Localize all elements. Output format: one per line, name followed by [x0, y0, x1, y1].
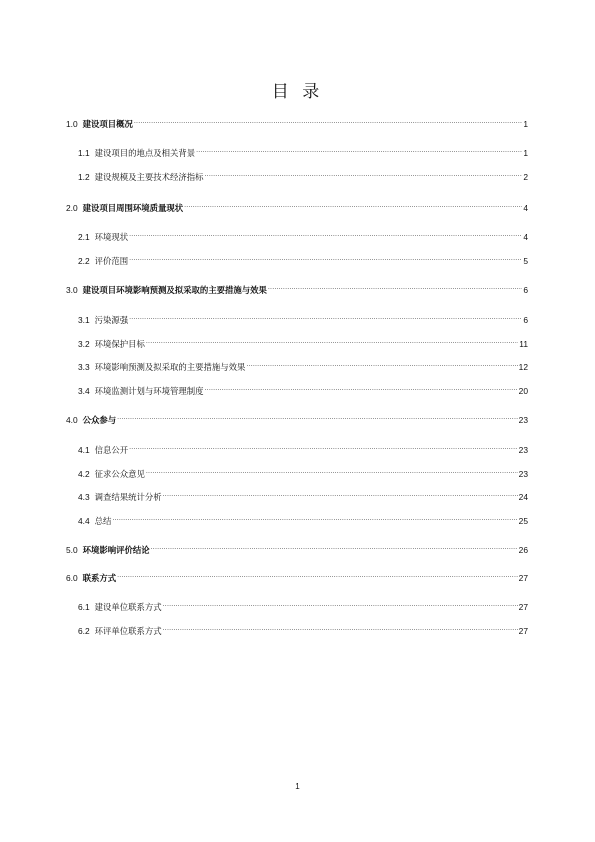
toc-entry[interactable]	[78, 596, 528, 610]
toc-dot-leader	[129, 309, 522, 323]
toc-entry-title: 公众参与	[82, 415, 117, 425]
toc-entry-page: 24	[518, 492, 528, 502]
toc-entry-title: 信息公开	[94, 445, 129, 455]
toc-entry-page: 20	[518, 386, 528, 396]
toc-entry-number: 5.0	[66, 545, 78, 555]
toc-dot-leader	[117, 409, 518, 423]
toc-dot-leader	[146, 333, 518, 347]
toc-entry-title: 征求公众意见	[94, 469, 145, 479]
toc-entry[interactable]	[66, 113, 528, 127]
toc-dot-leader	[196, 142, 522, 156]
toc-entry-title: 污染源强	[94, 315, 129, 325]
toc-entry[interactable]	[66, 409, 528, 423]
toc-dot-leader	[246, 356, 517, 370]
toc-entry-number: 2.2	[78, 256, 90, 266]
toc-entry-page: 27	[518, 626, 528, 636]
toc-dot-leader	[184, 197, 522, 211]
toc-entry-title: 环评单位联系方式	[94, 626, 162, 636]
page-number: 1	[295, 782, 300, 791]
toc-entry-title: 总结	[94, 516, 112, 526]
toc-dot-leader	[129, 226, 522, 240]
toc-dot-leader	[163, 486, 518, 500]
toc-entry-page: 1	[523, 119, 528, 129]
toc-entry-page: 23	[518, 445, 528, 455]
toc-entry-number: 2.0	[66, 203, 78, 213]
toc-entry[interactable]	[78, 250, 528, 264]
toc-dot-leader	[129, 439, 518, 453]
toc-entry[interactable]	[78, 166, 528, 180]
toc-entry[interactable]	[78, 463, 528, 477]
toc-entry[interactable]	[78, 380, 528, 394]
toc-entry-page: 6	[523, 285, 528, 295]
toc-entry-title: 环境影响预测及拟采取的主要措施与效果	[94, 362, 246, 372]
toc-entry-title: 环境现状	[94, 232, 129, 242]
toc-entry-page: 4	[523, 203, 528, 213]
toc-entry-number: 3.0	[66, 285, 78, 295]
toc-entry-title: 评价范围	[94, 256, 129, 266]
toc-entry-number: 1.2	[78, 172, 90, 182]
toc-dot-leader	[134, 113, 522, 127]
toc-entry-page: 5	[523, 256, 528, 266]
toc-entry-number: 1.1	[78, 148, 90, 158]
toc-entry-page: 27	[518, 602, 528, 612]
toc-entry-title: 调查结果统计分析	[94, 492, 162, 502]
toc-entry-page: 27	[518, 573, 528, 583]
toc-dot-leader	[112, 510, 517, 524]
toc-entry-page: 2	[523, 172, 528, 182]
toc-entry-page: 23	[518, 415, 528, 425]
toc-entry-page: 23	[518, 469, 528, 479]
toc-entry-number: 6.0	[66, 573, 78, 583]
toc-entry-title: 建设项目周围环境质量现状	[82, 203, 184, 213]
toc-entry-page: 6	[523, 315, 528, 325]
toc-entry-page: 11	[519, 339, 528, 349]
toc-entry[interactable]	[78, 486, 528, 500]
toc-entry[interactable]	[78, 333, 528, 347]
toc-entry-number: 3.4	[78, 386, 90, 396]
toc-dot-leader	[163, 596, 518, 610]
toc-entry[interactable]	[66, 279, 528, 293]
toc-entry[interactable]	[78, 620, 528, 634]
toc-entry-page: 12	[518, 362, 528, 372]
toc-entry[interactable]	[66, 567, 528, 581]
toc-entry[interactable]	[78, 142, 528, 156]
toc-entry[interactable]	[78, 226, 528, 240]
toc-dot-leader	[117, 567, 518, 581]
toc-entry-title: 环境监测计划与环境管理制度	[94, 386, 204, 396]
toc-entry-title: 建设规模及主要技术经济指标	[94, 172, 204, 182]
toc-entry-title: 建设项目的地点及相关背景	[94, 148, 196, 158]
toc-entry-number: 3.3	[78, 362, 90, 372]
toc-entry-title: 环境保护目标	[94, 339, 145, 349]
page-title: 目 录	[271, 82, 324, 102]
toc-dot-leader	[129, 250, 522, 264]
toc-entry[interactable]	[78, 356, 528, 370]
toc-dot-leader	[146, 463, 518, 477]
toc-entry-number: 4.2	[78, 469, 90, 479]
toc-entry-title: 环境影响评价结论	[82, 545, 150, 555]
toc-dot-leader	[205, 166, 523, 180]
toc-entry-page: 26	[518, 545, 528, 555]
toc-entry-number: 4.0	[66, 415, 78, 425]
toc-entry[interactable]	[66, 197, 528, 211]
toc-entry-number: 3.2	[78, 339, 90, 349]
toc-entry[interactable]	[66, 539, 528, 553]
toc-dot-leader	[163, 620, 518, 634]
toc-entry[interactable]	[78, 439, 528, 453]
toc-entry-number: 4.1	[78, 445, 90, 455]
toc-entry[interactable]	[78, 510, 528, 524]
toc-entry-title: 建设单位联系方式	[94, 602, 162, 612]
toc-dot-leader	[205, 380, 518, 394]
toc-entry-number: 2.1	[78, 232, 90, 242]
toc-entry-title: 建设项目环境影响预测及拟采取的主要措施与效果	[82, 285, 267, 295]
toc-entry-number: 1.0	[66, 119, 78, 129]
toc-entry-page: 4	[523, 232, 528, 242]
toc-entry-number: 4.3	[78, 492, 90, 502]
toc-entry-number: 6.2	[78, 626, 90, 636]
toc-dot-leader	[268, 279, 522, 293]
toc-entry-number: 6.1	[78, 602, 90, 612]
toc-entry-title: 联系方式	[82, 573, 117, 583]
toc-entry-page: 1	[523, 148, 528, 158]
toc-dot-leader	[151, 539, 518, 553]
toc-entry-title: 建设项目概况	[82, 119, 133, 129]
toc-entry-number: 3.1	[78, 315, 90, 325]
toc-entry-page: 25	[518, 516, 528, 526]
toc-entry-number: 4.4	[78, 516, 90, 526]
toc-entry[interactable]	[78, 309, 528, 323]
